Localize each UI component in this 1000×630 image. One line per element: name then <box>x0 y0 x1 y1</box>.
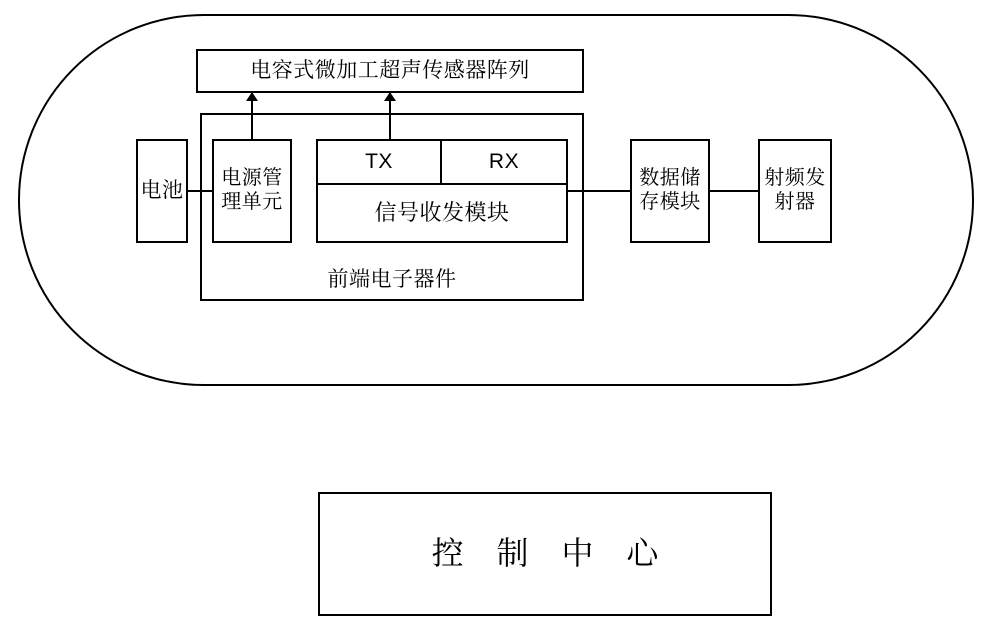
control-center-label: 控 制 中 心 <box>431 535 671 572</box>
power-management-unit-label: 电源管理单元 <box>221 167 283 213</box>
block-data-storage <box>630 139 710 243</box>
block-battery <box>136 139 188 243</box>
connector-signal-storage <box>568 190 630 192</box>
rx-label: RX <box>488 149 520 173</box>
arrow-signal-to-sensor <box>384 92 396 101</box>
rf-transmitter-label: 射频发射器 <box>764 167 826 213</box>
block-power-management-unit <box>212 139 292 243</box>
frontend-electronics-label: 前端电子器件 <box>327 268 457 292</box>
signal-transceiver-label: 信号收发模块 <box>374 200 510 226</box>
connector-storage-rf <box>710 190 758 192</box>
block-signal-transceiver <box>316 139 568 243</box>
block-rx <box>442 141 566 185</box>
sensor-array-label: 电容式微加工超声传感器阵列 <box>250 58 530 82</box>
data-storage-label: 数据储存模块 <box>639 167 701 213</box>
connector-battery-power <box>188 190 212 192</box>
block-rf-transmitter <box>758 139 832 243</box>
block-sensor-array <box>196 49 584 93</box>
block-tx <box>318 141 442 185</box>
block-control-center <box>318 492 772 616</box>
tx-label: TX <box>365 149 393 173</box>
arrow-power-to-sensor <box>246 92 258 101</box>
battery-label: 电池 <box>140 178 184 202</box>
